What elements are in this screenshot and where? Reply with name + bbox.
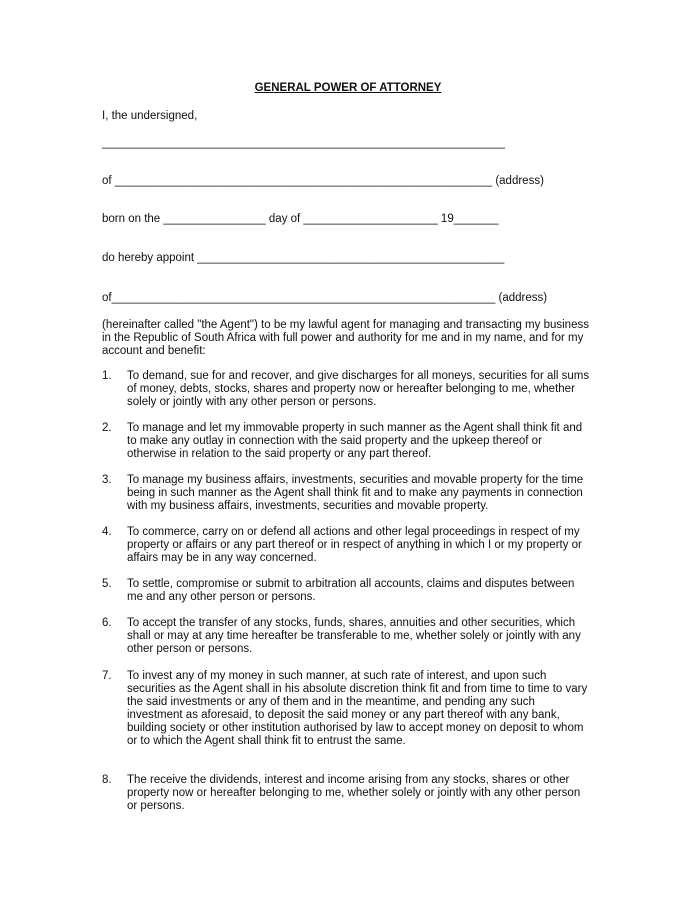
clause-number: 5. [102,578,112,590]
appoint-blank: do hereby appoint ________________________________________________ [102,252,505,264]
name-blank: _______________________________________________________________ [102,137,505,149]
clause-number: 1. [102,370,112,382]
clause-text: To manage my business affairs, investments, securities and movable property for the time being in such manner as the Agent shall think fit and to make any payments in connection with my business affairs, investments, securities and movable property. [127,474,584,512]
address-blank-2: of____________________________________________________________ (address) [102,292,548,304]
birth-date-blank: born on the ________________ day of _____________________ 19_______ [102,213,499,225]
clause-number: 2. [102,422,112,434]
intro-paragraph: (hereinafter called "the Agent") to be my lawful agent for managing and transacting my business in the Republic of South Africa with full power and authority for me and in my name, and for my account and benefit: [102,319,589,357]
clause-number: 6. [102,617,112,629]
document-title: GENERAL POWER OF ATTORNEY [254,82,442,94]
address-blank-1: of ___________________________________________________________ (address) [102,175,544,187]
clause-text: To settle, compromise or submit to arbitration all accounts, claims and disputes between me and any other person or persons. [127,578,575,603]
clause-text: To manage and let my immovable property in such manner as the Agent shall think fit and to make any outlay in connection with the said property and the upkeep thereof or otherwise in relation to the said property or any part thereof. [127,422,583,460]
undersigned-text: I, the undersigned, [102,110,198,122]
clause-text: To commerce, carry on or defend all actions and other legal proceedings in respect of my property or affairs or any part thereof or in respect of anything in which I or my property or affairs may be in any way concerned. [127,526,582,564]
clause-text: The receive the dividends, interest and income arising from any stocks, shares or other property now or hereafter belonging to me, whether solely or jointly with any other person or persons. [127,774,581,812]
clause-number: 8. [102,774,112,786]
clause-text: To accept the transfer of any stocks, funds, shares, annuities and other securities, which shall or may at any time hereafter be transferable to me, whether solely or jointly with any other person or persons. [127,617,581,655]
clause-text: To demand, sue for and recover, and give discharges for all moneys, securities for all sums of money, debts, stocks, shares and property now or hereafter belonging to me, whether solely or jointly with any other person or persons. [127,370,590,408]
clause-number: 7. [102,670,112,682]
clause-text: To invest any of my money in such manner, at such rate of interest, and upon such securities as the Agent shall in his absolute discretion think fit and from time to time to vary the said investments or any of them and in the meantime, and pending any such investment as aforesaid, to deposit the said money or any part thereof with any bank, building society or other institution authorised by law to accept money on deposit to whom or to which the Agent shall think fit to entrust the same. [127,670,588,747]
clause-number: 4. [102,526,112,538]
clause-number: 3. [102,474,112,486]
